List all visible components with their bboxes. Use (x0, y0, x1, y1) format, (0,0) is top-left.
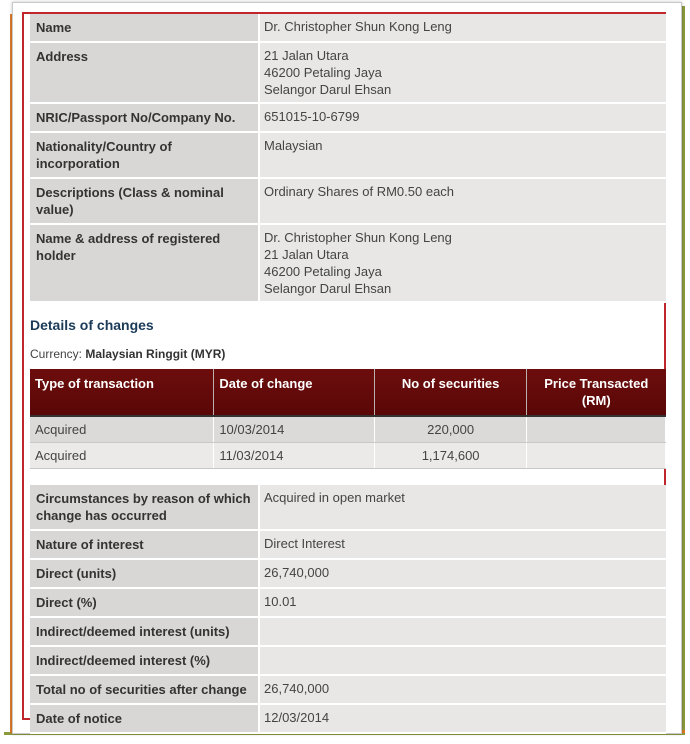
transaction-securities-cell: 1,174,600 (375, 442, 527, 468)
interest-detail-value-line (264, 651, 660, 668)
interest-detail-row (30, 588, 666, 617)
interest-detail-value-line: 10.01 (264, 593, 297, 609)
holder-detail-label: NRIC/Passport No/Company No. (30, 103, 259, 132)
holder-detail-row (30, 103, 666, 132)
holder-detail-value-line: Dr. Christopher Shun Kong Leng (264, 19, 452, 34)
interest-detail-value (259, 485, 666, 530)
interest-detail-row (30, 675, 666, 704)
holder-detail-label: Name & address of registered holder (30, 224, 259, 302)
holder-detail-value (259, 14, 666, 42)
col-header-price: Price Transacted (RM) (527, 369, 666, 416)
interest-detail-value-line: 26,740,000 (264, 680, 330, 696)
holder-detail-value (259, 132, 666, 178)
currency-label: Currency: (30, 347, 83, 361)
interest-detail-value-line: 26,740,000 (264, 564, 330, 580)
interest-detail-value (259, 646, 666, 675)
holder-detail-value-line: Malaysian (264, 138, 323, 153)
currency-value: Malaysian Ringgit (MYR) (85, 347, 226, 361)
interest-detail-label: Indirect/deemed interest (%) (30, 646, 259, 675)
interest-detail-row (30, 485, 666, 530)
interest-detail-row (30, 646, 666, 675)
col-header-type: Type of transaction (30, 369, 214, 416)
holder-detail-value-line: Ordinary Shares of RM0.50 each (264, 184, 455, 199)
holder-detail-row (30, 42, 666, 103)
holder-detail-value (259, 178, 666, 224)
holder-detail-value-line: 46200 Petaling Jaya (264, 264, 382, 279)
holder-detail-value-line: Dr. Christopher Shun Kong Leng (264, 230, 452, 245)
col-header-date: Date of change (214, 369, 375, 416)
holder-detail-row (30, 224, 666, 302)
transaction-securities-cell: 220,000 (375, 416, 527, 442)
currency-line (30, 347, 666, 369)
announcement-content (30, 14, 666, 734)
interest-detail-value (259, 675, 666, 704)
transaction-row (30, 416, 666, 442)
holder-detail-value (259, 224, 666, 302)
interest-detail-label: Total no of securities after change (30, 675, 259, 704)
interest-detail-label: Direct (units) (30, 559, 259, 588)
holder-detail-value-line: 21 Jalan Utara (264, 247, 349, 262)
transaction-price-cell (527, 416, 666, 442)
details-of-changes-title: Details of changes (30, 317, 154, 333)
interest-detail-label: Date of notice (30, 704, 259, 733)
holder-detail-row (30, 178, 666, 224)
transaction-price-cell (527, 442, 666, 468)
holder-detail-value-line: 21 Jalan Utara (264, 48, 349, 63)
holder-detail-value-line: Selangor Darul Ehsan (264, 281, 392, 296)
interest-detail-row (30, 559, 666, 588)
holder-detail-row (30, 14, 666, 42)
transaction-date-cell: 11/03/2014 (214, 442, 375, 468)
interest-detail-row (30, 704, 666, 733)
holder-detail-value-line: 46200 Petaling Jaya (264, 65, 382, 80)
interest-detail-label: Indirect/deemed interest (units) (30, 617, 259, 646)
transaction-type-cell: Acquired (30, 442, 214, 468)
col-header-securities: No of securities (375, 369, 527, 416)
interest-detail-value (259, 588, 666, 617)
holder-detail-label: Descriptions (Class & nominal value) (30, 178, 259, 224)
interest-detail-label: Nature of interest (30, 530, 259, 559)
holder-detail-label: Address (30, 42, 259, 103)
transaction-date-cell: 10/03/2014 (214, 416, 375, 442)
holder-detail-value-line: Selangor Darul Ehsan (264, 82, 392, 97)
interest-detail-value (259, 530, 666, 559)
interest-details-table (30, 485, 666, 734)
interest-detail-label: Circumstances by reason of which change has occurred (30, 485, 259, 530)
interest-detail-value (259, 559, 666, 588)
interest-detail-value (259, 704, 666, 733)
holder-detail-value (259, 42, 666, 103)
transactions-header-row (30, 369, 666, 416)
interest-detail-label: Direct (%) (30, 588, 259, 617)
interest-detail-row (30, 617, 666, 646)
transactions-table (30, 369, 666, 469)
interest-detail-row (30, 530, 666, 559)
interest-detail-value-line: 12/03/2014 (264, 709, 330, 725)
transaction-type-cell: Acquired (30, 416, 214, 442)
interest-detail-value-line (264, 622, 660, 639)
interest-detail-value-line: Acquired in open market (264, 489, 405, 505)
holder-detail-label: Name (30, 14, 259, 42)
holder-details-table (30, 14, 666, 303)
holder-detail-row (30, 132, 666, 178)
holder-detail-value (259, 103, 666, 132)
spacer (30, 469, 666, 485)
interest-detail-value (259, 617, 666, 646)
holder-detail-value-line: 651015-10-6799 (264, 109, 360, 124)
holder-detail-label: Nationality/Country of incorporation (30, 132, 259, 178)
transaction-row (30, 442, 666, 468)
interest-detail-value-line: Direct Interest (264, 535, 345, 551)
